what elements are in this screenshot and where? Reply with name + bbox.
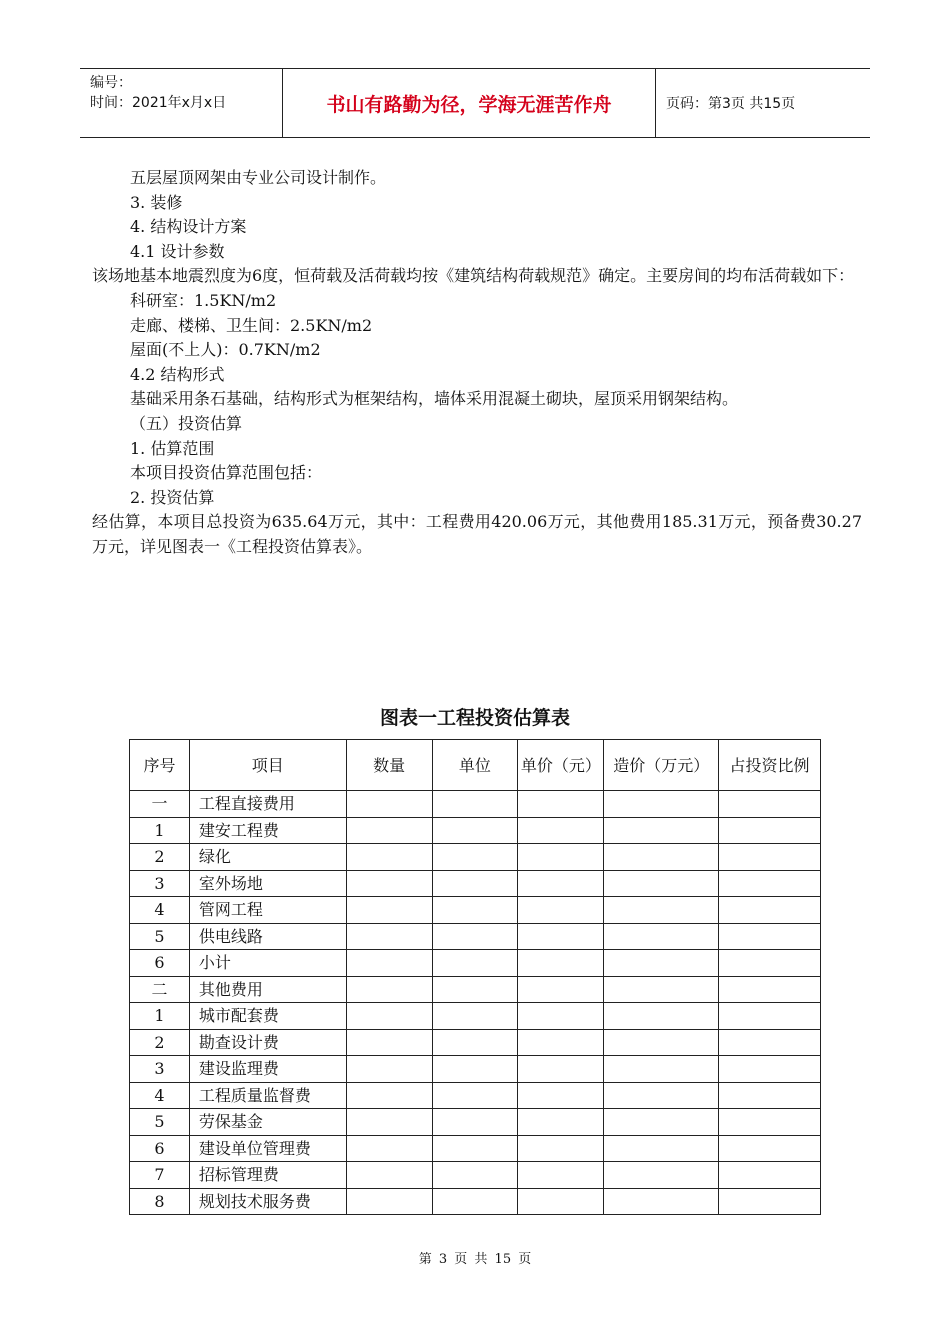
table-row (130, 1003, 821, 1030)
row-number: 1 (130, 1003, 190, 1030)
section-heading: 4. 结构设计方案 (130, 217, 247, 237)
row-number: 1 (130, 817, 190, 844)
cell-cost (604, 897, 719, 924)
cell-unit-price (518, 1056, 604, 1083)
cell-unit (432, 817, 518, 844)
cell-unit (432, 1109, 518, 1136)
cell-quantity (346, 870, 432, 897)
row-number: 5 (130, 1109, 190, 1136)
row-item: 小计 (189, 950, 346, 977)
page-header (80, 68, 870, 138)
cell-cost (604, 976, 719, 1003)
cell-quantity (346, 1003, 432, 1030)
paragraph: 该场地基本地震烈度为6度，恒荷载及活荷载均按《建筑结构荷载规范》确定。主要房间的均布活荷载如下： (92, 266, 855, 286)
cell-unit-price (518, 1082, 604, 1109)
table-row (130, 923, 821, 950)
cell-quantity (346, 1029, 432, 1056)
header-meta (80, 69, 282, 137)
cell-ratio (719, 1029, 821, 1056)
load-item: 科研室：1.5KN/m2 (130, 290, 277, 310)
cell-unit (432, 897, 518, 924)
cell-unit-price (518, 1003, 604, 1030)
table-row (130, 1056, 821, 1083)
col-header-no: 序号 (130, 740, 190, 791)
cell-quantity (346, 1188, 432, 1215)
cell-unit (432, 844, 518, 871)
cell-cost (604, 1003, 719, 1030)
subsection-heading: 4.1 设计参数 (130, 241, 225, 261)
cell-ratio (719, 976, 821, 1003)
paragraph: 基础采用条石基础，结构形式为框架结构，墙体采用混凝土砌块，屋顶采用钢架结构。 (130, 389, 739, 409)
row-item: 工程质量监督费 (189, 1082, 346, 1109)
cell-unit-price (518, 950, 604, 977)
cell-quantity (346, 1135, 432, 1162)
row-number: 4 (130, 1082, 190, 1109)
row-number: 3 (130, 1056, 190, 1083)
col-header-cost: 造价（万元） (604, 740, 719, 791)
row-number: 一 (130, 791, 190, 818)
cell-unit-price (518, 791, 604, 818)
investment-estimate-table (129, 739, 821, 1215)
cell-quantity (346, 1162, 432, 1189)
row-number: 4 (130, 897, 190, 924)
row-item: 建设单位管理费 (189, 1135, 346, 1162)
cell-quantity (346, 923, 432, 950)
cell-ratio (719, 897, 821, 924)
row-item: 勘查设计费 (189, 1029, 346, 1056)
table-row (130, 791, 821, 818)
section-heading: （五）投资估算 (130, 413, 243, 433)
cell-unit (432, 791, 518, 818)
table-row (130, 1135, 821, 1162)
cell-quantity (346, 976, 432, 1003)
cell-ratio (719, 1188, 821, 1215)
cell-unit (432, 870, 518, 897)
row-item: 工程直接费用 (189, 791, 346, 818)
cell-unit (432, 976, 518, 1003)
row-item: 招标管理费 (189, 1162, 346, 1189)
row-item: 其他费用 (189, 976, 346, 1003)
cell-unit (432, 1056, 518, 1083)
cell-ratio (719, 817, 821, 844)
cell-quantity (346, 1109, 432, 1136)
header-motto: 书山有路勤为径，学海无涯苦作舟 (282, 69, 656, 137)
table-row (130, 1082, 821, 1109)
section-heading: 3. 装修 (130, 192, 183, 212)
cell-ratio (719, 1162, 821, 1189)
row-item: 建设监理费 (189, 1056, 346, 1083)
cell-unit-price (518, 870, 604, 897)
cell-quantity (346, 791, 432, 818)
table-row (130, 950, 821, 977)
table-body (130, 791, 821, 1215)
col-header-unit: 单位 (432, 740, 518, 791)
row-number: 2 (130, 1029, 190, 1056)
row-item: 供电线路 (189, 923, 346, 950)
document-body (92, 166, 862, 560)
row-item: 绿化 (189, 844, 346, 871)
table-row (130, 1188, 821, 1215)
cell-quantity (346, 1082, 432, 1109)
table-row (130, 817, 821, 844)
cell-unit (432, 950, 518, 977)
row-item: 管网工程 (189, 897, 346, 924)
cell-cost (604, 1082, 719, 1109)
row-number: 7 (130, 1162, 190, 1189)
cell-quantity (346, 817, 432, 844)
cell-ratio (719, 1109, 821, 1136)
cell-unit-price (518, 976, 604, 1003)
row-number: 2 (130, 844, 190, 871)
table-row (130, 1162, 821, 1189)
cell-unit (432, 1135, 518, 1162)
section-heading: 1. 估算范围 (130, 438, 215, 458)
cell-ratio (719, 844, 821, 871)
cell-quantity (346, 1056, 432, 1083)
col-header-item: 项目 (189, 740, 346, 791)
cell-ratio (719, 923, 821, 950)
paragraph: 五层屋顶网架由专业公司设计制作。 (130, 168, 387, 187)
row-number: 5 (130, 923, 190, 950)
load-item: 屋面(不上人)：0.7KN/m2 (130, 340, 321, 360)
cell-ratio (719, 870, 821, 897)
cell-ratio (719, 950, 821, 977)
cell-unit-price (518, 897, 604, 924)
cell-unit-price (518, 1029, 604, 1056)
number-label: 编号： (90, 75, 132, 91)
header-page-label: 页码：第3页 共15页 (666, 96, 796, 112)
cell-cost (604, 950, 719, 977)
cell-unit (432, 1082, 518, 1109)
cell-quantity (346, 950, 432, 977)
row-item: 室外场地 (189, 870, 346, 897)
cell-cost (604, 1162, 719, 1189)
row-number: 二 (130, 976, 190, 1003)
cell-cost (604, 870, 719, 897)
col-header-ratio: 占投资比例 (719, 740, 821, 791)
cell-cost (604, 1056, 719, 1083)
table-header-row (130, 740, 821, 791)
cell-unit-price (518, 817, 604, 844)
row-item: 城市配套费 (189, 1003, 346, 1030)
cell-ratio (719, 1003, 821, 1030)
row-number: 6 (130, 950, 190, 977)
cell-cost (604, 1188, 719, 1215)
table-row (130, 897, 821, 924)
col-header-quantity: 数量 (346, 740, 432, 791)
cell-cost (604, 817, 719, 844)
cell-unit (432, 1162, 518, 1189)
time-label: 时间：2021年x月x日 (90, 95, 227, 111)
cell-cost (604, 1029, 719, 1056)
cell-unit (432, 1029, 518, 1056)
row-item: 规划技术服务费 (189, 1188, 346, 1215)
paragraph: 本项目投资估算范围包括： (130, 463, 323, 483)
cell-unit (432, 1003, 518, 1030)
cell-cost (604, 1109, 719, 1136)
row-item: 建安工程费 (189, 817, 346, 844)
cell-unit (432, 923, 518, 950)
page-footer: 第 3 页 共 15 页 (418, 1252, 532, 1267)
paragraph: 经估算，本项目总投资为635.64万元，其中：工程费用420.06万元，其他费用185.31万元，预备费30.27万元，详见图表一《工程投资估算表》。 (92, 512, 862, 556)
cell-ratio (719, 1135, 821, 1162)
table-row (130, 1029, 821, 1056)
cell-ratio (719, 1056, 821, 1083)
table-row (130, 1109, 821, 1136)
row-number: 3 (130, 870, 190, 897)
subsection-heading: 4.2 结构形式 (130, 364, 225, 384)
cell-unit-price (518, 1109, 604, 1136)
cell-unit-price (518, 844, 604, 871)
load-item: 走廊、楼梯、卫生间：2.5KN/m2 (130, 315, 373, 335)
table-row (130, 870, 821, 897)
cell-quantity (346, 844, 432, 871)
cell-unit-price (518, 1135, 604, 1162)
row-number: 8 (130, 1188, 190, 1215)
cell-cost (604, 1135, 719, 1162)
cell-unit-price (518, 1188, 604, 1215)
cell-ratio (719, 791, 821, 818)
row-number: 6 (130, 1135, 190, 1162)
table-title: 图表一工程投资估算表 (379, 707, 570, 729)
cell-unit-price (518, 1162, 604, 1189)
cell-cost (604, 791, 719, 818)
cell-ratio (719, 1082, 821, 1109)
section-heading: 2. 投资估算 (130, 487, 215, 507)
cell-unit (432, 1188, 518, 1215)
col-header-unit-price: 单价（元） (518, 740, 604, 791)
table-row (130, 844, 821, 871)
cell-cost (604, 923, 719, 950)
cell-cost (604, 844, 719, 871)
table-row (130, 976, 821, 1003)
row-item: 劳保基金 (189, 1109, 346, 1136)
cell-quantity (346, 897, 432, 924)
cell-unit-price (518, 923, 604, 950)
